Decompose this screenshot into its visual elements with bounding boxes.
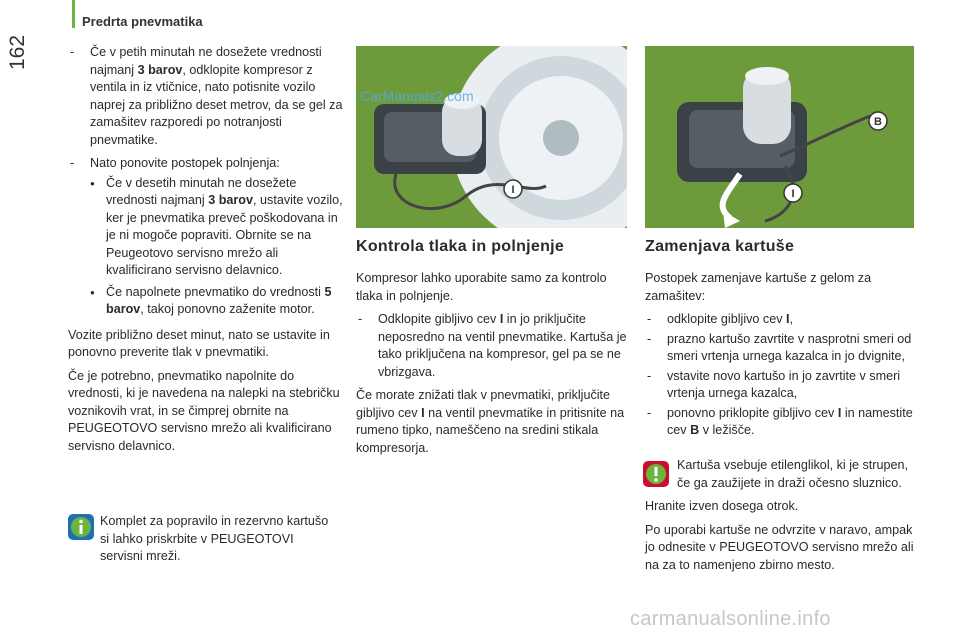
column-2	[356, 270, 632, 463]
paragraph: Če je potrebno, pnevmatiko napolnite do vrednosti, ki je navedena na nalepki na stebričku voznikovih vrat, in se čimprej obrnite na PEUGEOTOVO servisno mrežo ali kvalificirano servisno delavnico.	[68, 368, 340, 453]
page-number: 162	[6, 34, 29, 70]
paragraph: Po uporabi kartuše ne odvrzite v naravo, ampak jo odnesite v PEUGEOTOVO servisno mrežo ali na za to namenjeno zbirno mesto.	[645, 522, 914, 572]
info-note: Komplet za popravilo in rezervno kartušo si lahko priskrbite v PEUGEOTOVI servisni mreži.	[100, 514, 329, 563]
warning-text: Kartuša vsebuje etilenglikol, ki je strupen, če ga zaužijete in draži očesno sluznico.	[677, 458, 909, 490]
paragraph: Kompresor lahko uporabite samo za kontrolo tlaka in polnjenje.	[356, 271, 607, 303]
paragraph: Postopek zamenjave kartuše z gelom za zamašitev:	[645, 271, 872, 303]
list-item: - prazno kartušo zavrtite v nasprotni smeri od smeri vrtenja urnega kazalca in jo dvignite,	[645, 331, 917, 366]
paragraph: Če morate znižati tlak v pnevmatiki, priključite gibljivo cev I na ventil pnevmatike in pritisnite na rumeno tipko, nameščeno na sredini stikala kompresorja.	[356, 388, 625, 455]
paragraph: Vozite približno deset minut, nato se ustavite in ponovno preverite tlak v pnevmatiki.	[68, 327, 330, 359]
list-item: - Če v petih minutah ne dosežete vrednosti najmanj 3 barov, odklopite kompresor z ventila in iz vtičnice, nato potisnite vozilo naprej za približno deset metrov, da se gel za zamašitev razporedi po notranjosti pnevmatike.	[68, 44, 344, 149]
list-item: - Odklopite gibljivo cev I in jo priključite neposredno na ventil pnevmatike. Kartuša je tako priključena na kompresor, gel pa se ne vbrizgava.	[356, 311, 632, 381]
compressor-photo	[356, 46, 627, 228]
section-accent-bar	[72, 0, 75, 28]
list-item: - Nato ponovite postopek polnjenja:	[68, 155, 344, 173]
heading-cartridge-replacement: Zamenjava kartuše	[645, 238, 795, 255]
heading-pressure-check: Kontrola tlaka in polnjenje	[356, 238, 565, 255]
section-title: Predrta pnevmatika	[82, 14, 203, 29]
list-item: - vstavite novo kartušo in jo zavrtite v smeri vrtenja urnega kazalca,	[645, 368, 917, 403]
column-3	[645, 270, 917, 442]
cartridge-photo	[645, 46, 914, 228]
compressor-illustration	[356, 46, 627, 228]
list-item: - ponovno priklopite gibljivo cev I in namestite cev B v ležišče.	[645, 405, 917, 440]
watermark-bottom: carmanualsonline.info	[630, 608, 831, 630]
watermark-top: CarManuals2.com	[360, 88, 474, 104]
cartridge-illustration	[645, 46, 914, 228]
bullet-item: ● Če v desetih minutah ne dosežete vrednosti najmanj 3 barov, ustavite vozilo, ker je pnevmatika preveč poškodovana in je ni mogoče popraviti. Obrnite se na Peugeotovo servisno mrežo ali kvalificirano servisno delavnico.	[90, 175, 344, 280]
list-item: - odklopite gibljivo cev I,	[645, 311, 917, 329]
paragraph: Hranite izven dosega otrok.	[645, 499, 799, 513]
figure-label-b: B	[874, 116, 882, 128]
warning-note	[645, 457, 917, 580]
figure-label-i: I	[791, 188, 795, 200]
bullet-item: ● Če napolnete pnevmatiko do vrednosti 5 barov, takoj ponovno zaženite motor.	[90, 284, 344, 319]
column-1	[68, 44, 344, 461]
info-icon	[68, 514, 94, 540]
figure-label-i: I	[511, 184, 515, 196]
